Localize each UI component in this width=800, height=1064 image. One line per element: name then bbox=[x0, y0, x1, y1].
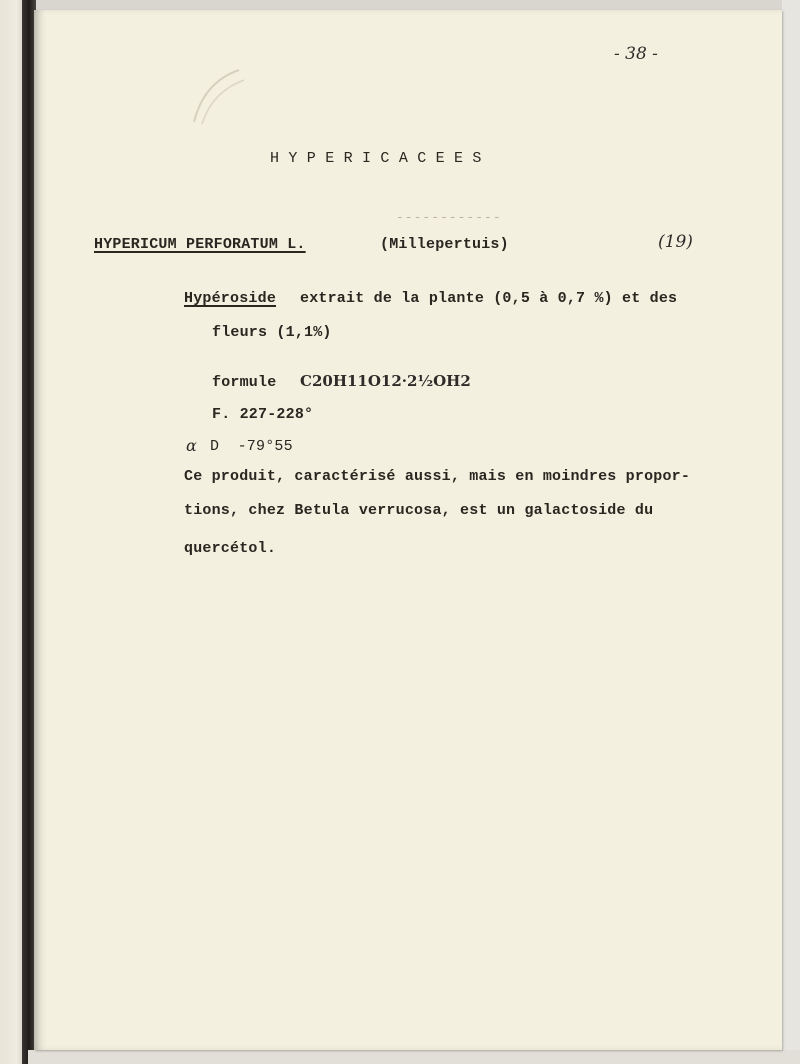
document-page bbox=[34, 10, 782, 1050]
paragraph-line-3: quercétol. bbox=[184, 540, 277, 557]
page-margin-right bbox=[782, 0, 800, 1064]
reference-number: (19) bbox=[658, 232, 693, 252]
melting-point: F. 227-228° bbox=[212, 406, 314, 423]
page-number: - 38 - bbox=[614, 44, 658, 64]
species-name: HYPERICUM PERFORATUM L. bbox=[94, 236, 306, 253]
optical-rotation: D -79°55 bbox=[210, 438, 293, 455]
formula-label: formule bbox=[212, 374, 277, 391]
section-heading: H Y P E R I C A C E E S bbox=[270, 150, 482, 167]
page-margin-bottom bbox=[28, 1050, 800, 1064]
alpha-symbol: α bbox=[186, 436, 197, 455]
compound-description: extrait de la plante (0,5 à 0,7 %) et des bbox=[300, 290, 678, 307]
formula-value: C20H11O12·2½OH2 bbox=[300, 372, 471, 390]
pencil-mark bbox=[184, 62, 254, 132]
paragraph-line-2: tions, chez Betula verrucosa, est un galactoside du bbox=[184, 502, 654, 519]
paragraph-line-1: Ce produit, caractérisé aussi, mais en moindres propor- bbox=[184, 468, 691, 485]
compound-name: Hypéroside bbox=[184, 290, 277, 307]
faint-mark: ------------ bbox=[396, 210, 502, 225]
common-name: (Millepertuis) bbox=[380, 236, 509, 253]
compound-description-cont: fleurs (1,1%) bbox=[212, 324, 332, 341]
